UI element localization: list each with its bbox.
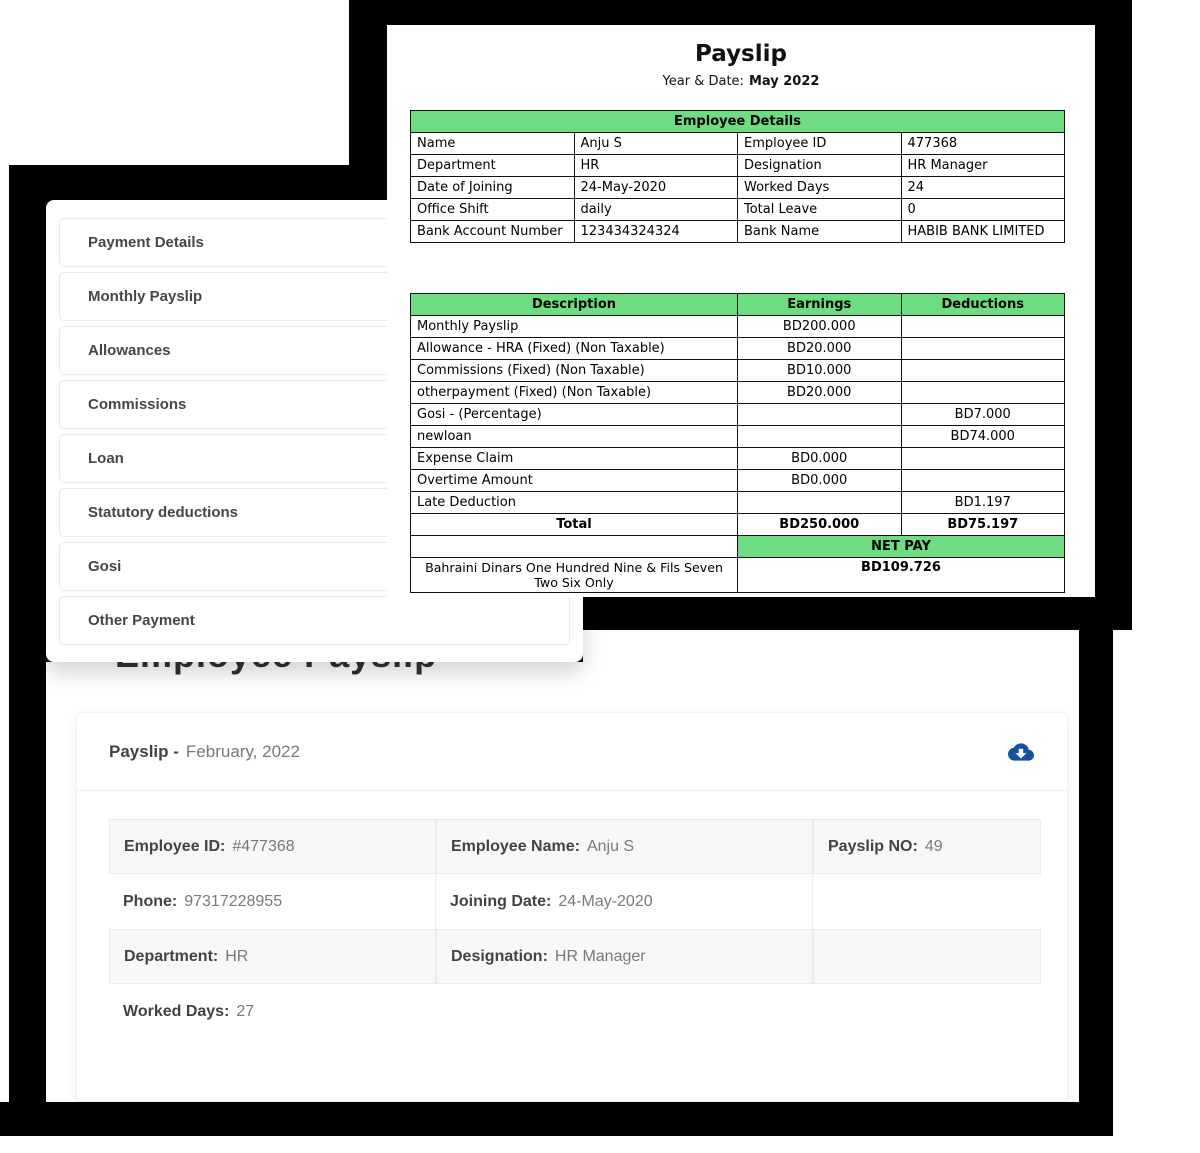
deductions-cell (901, 382, 1065, 404)
payslip-summary-card (76, 712, 1068, 1102)
column-header-description: Description (411, 294, 738, 316)
deductions-cell (901, 448, 1065, 470)
empty-cell (813, 929, 1041, 984)
field-employee-id (109, 819, 436, 874)
field-value: 0 (901, 199, 1065, 221)
shadow-block-left-strip (9, 662, 46, 1136)
field-value: #477368 (232, 837, 295, 855)
total-row (411, 514, 1065, 536)
earnings-cell: BD20.000 (738, 338, 902, 360)
field-value: 123434324324 (574, 221, 738, 243)
empty-cell (813, 874, 1041, 929)
year-date-label: Year & Date: (662, 74, 744, 89)
net-pay-label: NET PAY (738, 536, 1065, 558)
table-row (411, 492, 1065, 514)
table-row (411, 448, 1065, 470)
sidebar-item-other-payment[interactable]: Other Payment (59, 596, 570, 645)
summary-card-header (77, 713, 1067, 791)
document-title: Payslip (695, 41, 787, 67)
sidebar-item-commissions[interactable]: Commissions (59, 380, 570, 429)
table-row (411, 404, 1065, 426)
amount-in-words: Bahraini Dinars One Hundred Nine & Fils Seven Two Six Only (411, 558, 738, 593)
description-cell: newloan (411, 426, 738, 448)
net-pay-header-row (411, 536, 1065, 558)
deductions-cell: BD1.197 (901, 492, 1065, 514)
table-header-row (411, 294, 1065, 316)
deductions-cell (901, 316, 1065, 338)
field-label: Phone: (123, 892, 178, 910)
field-designation (436, 929, 813, 984)
deductions-cell: BD74.000 (901, 426, 1065, 448)
earnings-cell: BD200.000 (738, 316, 902, 338)
field-label: Date of Joining (411, 177, 575, 199)
table-row (411, 470, 1065, 492)
field-value: HABIB BANK LIMITED (901, 221, 1065, 243)
empty-cell (436, 984, 813, 1039)
description-cell: Gosi - (Percentage) (411, 404, 738, 426)
field-label: Employee Name: (451, 837, 580, 855)
download-payslip-button[interactable] (1007, 738, 1035, 766)
deductions-cell (901, 360, 1065, 382)
field-label: Joining Date: (450, 892, 552, 910)
payslip-document-card (387, 25, 1095, 597)
field-value: 27 (236, 1002, 255, 1020)
column-header-deductions: Deductions (901, 294, 1065, 316)
field-label: Worked Days (738, 177, 902, 199)
field-value: 24 (901, 177, 1065, 199)
employee-details-header: Employee Details (411, 111, 1065, 133)
total-earnings: BD250.000 (738, 514, 902, 536)
empty-cell (813, 984, 1041, 1039)
description-cell: otherpayment (Fixed) (Non Taxable) (411, 382, 738, 404)
sidebar-item-loan[interactable]: Loan (59, 434, 570, 483)
field-label: Department: (124, 947, 219, 965)
table-row (411, 155, 1065, 177)
net-pay-value-row (411, 558, 1065, 593)
description-cell: Allowance - HRA (Fixed) (Non Taxable) (411, 338, 738, 360)
description-cell: Expense Claim (411, 448, 738, 470)
field-value: daily (574, 199, 738, 221)
employee-details-table (410, 110, 1065, 243)
table-row (411, 199, 1065, 221)
table-row (411, 382, 1065, 404)
description-cell: Overtime Amount (411, 470, 738, 492)
table-row (411, 177, 1065, 199)
deductions-cell (901, 338, 1065, 360)
field-label: Office Shift (411, 199, 575, 221)
field-department (109, 929, 436, 984)
earnings-cell: BD0.000 (738, 448, 902, 470)
field-label: Bank Account Number (411, 221, 575, 243)
field-phone (109, 874, 436, 929)
cloud-download-icon (1008, 739, 1034, 765)
total-deductions: BD75.197 (901, 514, 1065, 536)
field-label: Employee ID (738, 133, 902, 155)
field-value: HR Manager (554, 947, 646, 965)
description-cell: Late Deduction (411, 492, 738, 514)
table-row (411, 316, 1065, 338)
field-value: 24-May-2020 (574, 177, 738, 199)
field-value: Anju S (574, 133, 738, 155)
earnings-cell: BD10.000 (738, 360, 902, 382)
field-label: Bank Name (738, 221, 902, 243)
field-label: Employee ID: (124, 837, 226, 855)
year-date-value: May 2022 (748, 74, 820, 89)
field-label: Payslip NO: (828, 837, 918, 855)
field-value: HR (225, 947, 249, 965)
employee-summary-grid (109, 819, 1041, 1039)
table-row (411, 360, 1065, 382)
field-worked-days (109, 984, 436, 1039)
earnings-cell (738, 492, 902, 514)
earnings-cell: BD20.000 (738, 382, 902, 404)
shadow-block-right-strip (1079, 597, 1113, 1136)
net-pay-value: BD109.726 (738, 558, 1065, 593)
sidebar-item-gosi[interactable]: Gosi (59, 542, 570, 591)
sidebar-item-monthly-payslip[interactable]: Monthly Payslip (59, 272, 570, 321)
description-cell: Commissions (Fixed) (Non Taxable) (411, 360, 738, 382)
earnings-cell: BD0.000 (738, 470, 902, 492)
field-label: Designation: (451, 947, 548, 965)
document-subtitle (387, 74, 1095, 89)
shadow-block-bottom-band (0, 1102, 1113, 1136)
earnings-deductions-table (410, 293, 1065, 593)
summary-card-title (109, 742, 300, 762)
table-row (411, 338, 1065, 360)
field-value: 49 (924, 837, 943, 855)
total-label: Total (411, 514, 738, 536)
deductions-cell: BD7.000 (901, 404, 1065, 426)
field-value: HR (574, 155, 738, 177)
field-label: Worked Days: (123, 1002, 230, 1020)
field-label: Name (411, 133, 575, 155)
summary-title-prefix: Payslip - (109, 741, 179, 761)
field-value: 97317228955 (184, 892, 283, 910)
empty-cell (411, 536, 738, 558)
sidebar-item-allowances[interactable]: Allowances (59, 326, 570, 375)
field-label: Department (411, 155, 575, 177)
field-value: HR Manager (901, 155, 1065, 177)
field-label: Designation (738, 155, 902, 177)
deductions-cell (901, 470, 1065, 492)
field-value: 477368 (901, 133, 1065, 155)
table-row (411, 426, 1065, 448)
sidebar-item-statutory-deductions[interactable]: Statutory deductions (59, 488, 570, 537)
earnings-cell (738, 404, 902, 426)
summary-title-period: February, 2022 (185, 741, 300, 761)
table-row (411, 133, 1065, 155)
earnings-cell (738, 426, 902, 448)
field-label: Total Leave (738, 199, 902, 221)
table-row (411, 221, 1065, 243)
field-value: Anju S (586, 837, 635, 855)
field-joining-date (436, 874, 813, 929)
sidebar-item-payment-details[interactable]: Payment Details (59, 218, 570, 267)
description-cell: Monthly Payslip (411, 316, 738, 338)
column-header-earnings: Earnings (738, 294, 902, 316)
field-payslip-no (813, 819, 1041, 874)
field-employee-name (436, 819, 813, 874)
field-value: 24-May-2020 (558, 892, 653, 910)
